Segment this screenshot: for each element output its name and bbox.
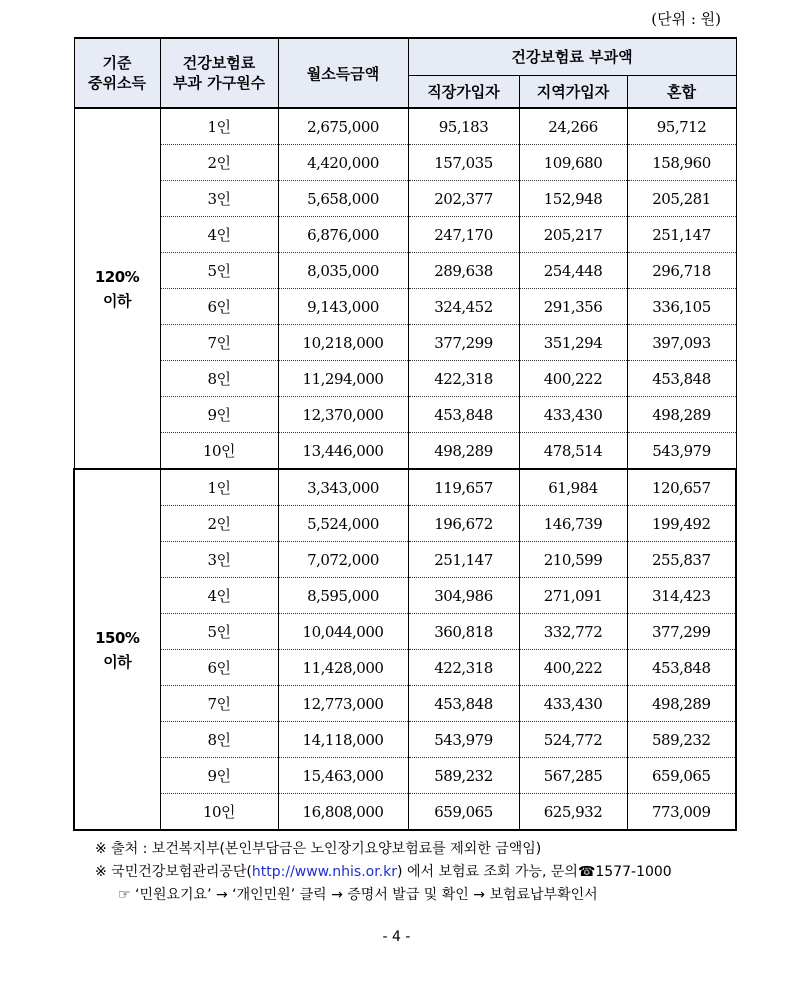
note-source: ※ 출처 : 보건복지부(본인부담금은 노인장기요양보험료를 제외한 금액임) [95, 841, 542, 857]
table-row [74, 506, 736, 542]
table-row [74, 722, 736, 758]
cell-household: 2인 [160, 506, 278, 542]
cell-mixed: 453,848 [627, 650, 736, 686]
cell-income: 8,595,000 [278, 578, 408, 614]
table-row [74, 614, 736, 650]
cell-regional: 271,091 [519, 578, 627, 614]
cell-mixed: 543,979 [627, 433, 736, 470]
table-row [74, 181, 736, 217]
cell-income: 11,428,000 [278, 650, 408, 686]
cell-regional: 291,356 [519, 289, 627, 325]
table-row [74, 433, 736, 470]
cell-employee: 95,183 [408, 108, 519, 145]
cell-income: 11,294,000 [278, 361, 408, 397]
table-body [74, 108, 736, 830]
cell-employee: 196,672 [408, 506, 519, 542]
cell-income: 4,420,000 [278, 145, 408, 181]
cell-household: 1인 [160, 108, 278, 145]
cell-income: 2,675,000 [278, 108, 408, 145]
cell-regional: 524,772 [519, 722, 627, 758]
cell-employee: 498,289 [408, 433, 519, 470]
cell-employee: 543,979 [408, 722, 519, 758]
cell-income: 10,218,000 [278, 325, 408, 361]
cell-income: 7,072,000 [278, 542, 408, 578]
cell-regional: 400,222 [519, 361, 627, 397]
table-row [74, 578, 736, 614]
cell-mixed: 498,289 [627, 686, 736, 722]
cell-household: 6인 [160, 650, 278, 686]
table-row [74, 108, 736, 145]
cell-regional: 24,266 [519, 108, 627, 145]
table-row [74, 145, 736, 181]
table-row [74, 469, 736, 506]
cell-mixed: 296,718 [627, 253, 736, 289]
cell-income: 3,343,000 [278, 469, 408, 506]
cell-mixed: 377,299 [627, 614, 736, 650]
cell-regional: 61,984 [519, 469, 627, 506]
cell-household: 7인 [160, 686, 278, 722]
cell-income: 13,446,000 [278, 433, 408, 470]
cell-household: 2인 [160, 145, 278, 181]
cell-regional: 433,430 [519, 397, 627, 433]
note-nhis-suffix: ) 에서 보험료 조회 가능, 문의☎1577-1000 [397, 864, 672, 880]
table-row [74, 397, 736, 433]
cell-household: 5인 [160, 614, 278, 650]
cell-employee: 247,170 [408, 217, 519, 253]
cell-regional: 205,217 [519, 217, 627, 253]
cell-regional: 210,599 [519, 542, 627, 578]
cell-income: 6,876,000 [278, 217, 408, 253]
cell-income: 14,118,000 [278, 722, 408, 758]
cell-employee: 360,818 [408, 614, 519, 650]
cell-income: 16,808,000 [278, 794, 408, 831]
nhis-link[interactable]: http://www.nhis.or.kr [251, 864, 398, 880]
cell-household: 10인 [160, 794, 278, 831]
cell-income: 15,463,000 [278, 758, 408, 794]
cell-employee: 659,065 [408, 794, 519, 831]
table-row [74, 794, 736, 831]
cell-income: 9,143,000 [278, 289, 408, 325]
cell-employee: 304,986 [408, 578, 519, 614]
header-income: 월소득금액 [278, 38, 408, 108]
cell-regional: 478,514 [519, 433, 627, 470]
header-employee: 직장가입자 [408, 75, 519, 108]
cell-regional: 567,285 [519, 758, 627, 794]
cell-mixed: 336,105 [627, 289, 736, 325]
cell-household: 3인 [160, 181, 278, 217]
cell-mixed: 199,492 [627, 506, 736, 542]
cell-mixed: 453,848 [627, 361, 736, 397]
page-number: - 4 - [382, 929, 411, 945]
header-household: 건강보험료 부과 가구원수 [160, 38, 278, 108]
cell-household: 8인 [160, 722, 278, 758]
cell-employee: 119,657 [408, 469, 519, 506]
group-label: 120% 이하 [74, 108, 160, 469]
cell-regional: 109,680 [519, 145, 627, 181]
table-row [74, 217, 736, 253]
cell-employee: 589,232 [408, 758, 519, 794]
cell-income: 5,524,000 [278, 506, 408, 542]
cell-household: 1인 [160, 469, 278, 506]
cell-income: 12,370,000 [278, 397, 408, 433]
cell-employee: 453,848 [408, 686, 519, 722]
note-nhis [95, 861, 672, 881]
unit-label: (단위 : 원) [651, 10, 721, 28]
cell-mixed: 314,423 [627, 578, 736, 614]
table-row [74, 686, 736, 722]
cell-mixed: 158,960 [627, 145, 736, 181]
cell-mixed: 251,147 [627, 217, 736, 253]
cell-regional: 400,222 [519, 650, 627, 686]
table-row [74, 758, 736, 794]
table-row [74, 253, 736, 289]
cell-household: 4인 [160, 578, 278, 614]
cell-employee: 422,318 [408, 650, 519, 686]
premium-table [73, 37, 737, 831]
cell-regional: 332,772 [519, 614, 627, 650]
cell-household: 10인 [160, 433, 278, 470]
cell-employee: 289,638 [408, 253, 519, 289]
cell-mixed: 120,657 [627, 469, 736, 506]
cell-regional: 152,948 [519, 181, 627, 217]
cell-mixed: 589,232 [627, 722, 736, 758]
cell-mixed: 95,712 [627, 108, 736, 145]
cell-household: 7인 [160, 325, 278, 361]
cell-mixed: 659,065 [627, 758, 736, 794]
cell-employee: 422,318 [408, 361, 519, 397]
table-row [74, 325, 736, 361]
cell-mixed: 205,281 [627, 181, 736, 217]
table-row [74, 361, 736, 397]
cell-employee: 324,452 [408, 289, 519, 325]
cell-regional: 146,739 [519, 506, 627, 542]
cell-household: 4인 [160, 217, 278, 253]
header-premium-group: 건강보험료 부과액 [408, 38, 736, 75]
cell-household: 9인 [160, 397, 278, 433]
cell-mixed: 773,009 [627, 794, 736, 831]
header-criteria: 기준 중위소득 [74, 38, 160, 108]
cell-employee: 251,147 [408, 542, 519, 578]
table-row [74, 289, 736, 325]
cell-household: 8인 [160, 361, 278, 397]
cell-mixed: 255,837 [627, 542, 736, 578]
cell-household: 5인 [160, 253, 278, 289]
cell-mixed: 397,093 [627, 325, 736, 361]
cell-regional: 351,294 [519, 325, 627, 361]
cell-regional: 433,430 [519, 686, 627, 722]
note-path: ☞ ‘민원요기요’ → ‘개인민원’ 클릭 → 증명서 발급 및 확인 → 보험료납부확인서 [118, 887, 598, 903]
table-row [74, 650, 736, 686]
cell-household: 6인 [160, 289, 278, 325]
cell-regional: 625,932 [519, 794, 627, 831]
cell-employee: 202,377 [408, 181, 519, 217]
group-label: 150% 이하 [74, 469, 160, 830]
cell-household: 9인 [160, 758, 278, 794]
table-row [74, 542, 736, 578]
cell-income: 12,773,000 [278, 686, 408, 722]
cell-employee: 377,299 [408, 325, 519, 361]
cell-income: 5,658,000 [278, 181, 408, 217]
cell-regional: 254,448 [519, 253, 627, 289]
note-nhis-prefix: ※ 국민건강보험관리공단( [95, 864, 252, 880]
header-mixed: 혼합 [627, 75, 736, 108]
cell-mixed: 498,289 [627, 397, 736, 433]
cell-income: 8,035,000 [278, 253, 408, 289]
cell-employee: 453,848 [408, 397, 519, 433]
cell-employee: 157,035 [408, 145, 519, 181]
cell-household: 3인 [160, 542, 278, 578]
cell-income: 10,044,000 [278, 614, 408, 650]
header-regional: 지역가입자 [519, 75, 627, 108]
